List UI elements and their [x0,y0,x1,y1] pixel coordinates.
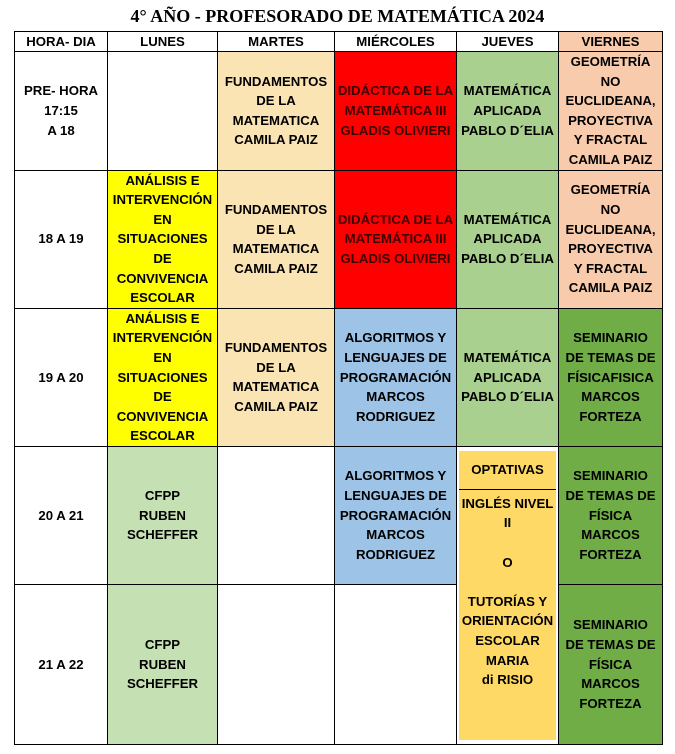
cell-line: MARCOS [581,389,640,405]
cell-line: ANÁLISIS E [125,310,200,326]
miercoles-cell [335,170,457,308]
cell-line: NO [600,201,621,217]
hora-cell [15,308,108,446]
cell-line: APLICADA [473,369,542,385]
header-hora: HORA- DIA [15,32,108,52]
cell-line: PABLO D´ELIA [461,250,554,266]
cell-line: MARCOS [581,527,640,543]
blank-line [459,572,556,592]
cell-line: RODRIGUEZ [355,408,436,424]
cell-line: 17:15 [44,102,78,118]
cell-line: DE LA [256,359,296,375]
cell-line: EUCLIDEANA, [565,93,656,109]
cell-line: Y FRACTAL [573,132,648,148]
cell-line: PABLO D´ELIA [461,389,554,405]
cell-line: DE TEMAS DE [565,349,656,365]
optativas-body [459,490,556,740]
jueves-cell [457,308,559,446]
cell-line: SEMINARIO [573,617,648,633]
cell-line: DIDÁCTICA DE LA [337,211,454,227]
cell-line: PRE- HORA [24,83,98,99]
cell-line: SEMINARIO [573,468,648,484]
cell-line: DIDÁCTICA DE LA [337,83,454,99]
cell-line: FÍSICA [588,656,633,672]
jueves-cell [457,170,559,308]
cell-line: PROYECTIVA [568,241,653,257]
cell-line: LENGUAJES DE [344,487,447,503]
cell-line: CFPP [144,636,181,652]
martes-cell [218,446,335,584]
cell-line: CAMILA PAIZ [234,132,318,148]
miercoles-cell [335,52,457,171]
cell-line: APLICADA [473,231,542,247]
lunes-cell [108,584,218,744]
table-row [15,308,663,446]
hora-cell [15,584,108,744]
cell-line: ALGORITMOS Y [344,468,447,484]
header-miercoles: MIÉRCOLES [335,32,457,52]
table-row [15,584,663,744]
martes-cell [218,308,335,446]
cell-line: DE TEMAS DE [565,636,656,652]
cell-line: FUNDAMENTOS [224,73,328,89]
cell-line: CAMILA PAIZ [234,260,318,276]
cell-line: GLADIS OLIVIERI [340,250,451,266]
hora-cell [15,446,108,584]
cell-line: CAMILA PAIZ [568,151,653,167]
header-row [15,32,663,52]
cell-line: 20 A 21 [38,507,84,523]
cell-line: ALGORITMOS Y [344,330,447,346]
header-martes: MARTES [218,32,335,52]
cell-line: DE [153,389,172,405]
martes-cell [218,584,335,744]
cell-line: MATEMÁTICA III [344,231,447,247]
miercoles-cell [335,584,457,744]
cell-line: Y FRACTAL [573,260,648,276]
cell-line: APLICADA [473,102,542,118]
cell-line: INGLÉS NIVEL [461,495,554,511]
cell-line: ESCOLAR [130,290,195,306]
page-title: 4° AÑO - PROFESORADO DE MATEMÁTICA 2024 [130,6,545,26]
header-lunes: LUNES [108,32,218,52]
cell-line: FORTEZA [579,408,642,424]
cell-line: DE TEMAS DE [565,487,656,503]
cell-line: PROGRAMACIÓN [339,507,452,523]
cell-line: PABLO D´ELIA [461,122,554,138]
jueves-cell [457,52,559,171]
cell-line: MARCOS [366,527,425,543]
cell-line: OPTATIVAS [471,462,544,478]
cell-line: RUBEN [139,507,186,523]
cell-line: FÍSICAFISICA [567,369,654,385]
cell-line: di RISIO [481,672,534,688]
cell-line: DE LA [256,221,296,237]
cell-line: ESCOLAR [475,633,540,649]
schedule-table [14,31,663,745]
cell-line: MATEMATICA [232,241,320,257]
cell-line: PROYECTIVA [568,112,653,128]
cell-line: 19 A 20 [38,369,84,385]
cell-line: FUNDAMENTOS [224,340,328,356]
viernes-cell [559,308,663,446]
viernes-cell [559,52,663,171]
hora-cell [15,170,108,308]
cell-line: SEMINARIO [573,330,648,346]
cell-line: EN [153,349,172,365]
cell-line: MATEMATICA [232,379,320,395]
cell-line: ESCOLAR [130,428,195,444]
miercoles-cell [335,446,457,584]
cell-line: INTERVENCIÓN [112,330,213,346]
cell-line: SITUACIONES [117,231,208,247]
cell-line: DE [153,250,172,266]
viernes-cell [559,446,663,584]
cell-line: O [502,554,513,570]
header-jueves: JUEVES [457,32,559,52]
lunes-cell [108,446,218,584]
cell-line: 21 A 22 [38,656,84,672]
jueves-optativas-cell [457,446,559,744]
cell-line: MARCOS [366,389,425,405]
cell-line: FORTEZA [579,546,642,562]
table-row [15,52,663,171]
optativas-header [459,451,556,490]
viernes-cell [559,170,663,308]
miercoles-cell [335,308,457,446]
cell-line: CAMILA PAIZ [568,280,653,296]
cell-line: MATEMÁTICA [463,349,552,365]
cell-line: GLADIS OLIVIERI [340,122,451,138]
cell-line: FORTEZA [579,695,642,711]
viernes-cell [559,584,663,744]
cell-line: CFPP [144,487,181,503]
cell-line: EN [153,211,172,227]
cell-line: 18 A 19 [38,231,84,247]
cell-line: MATEMÁTICA [463,83,552,99]
cell-line: ORIENTACIÓN [461,613,554,629]
cell-line: TUTORÍAS Y [467,593,548,609]
cell-line: II [503,515,512,531]
table-row [15,170,663,308]
cell-line: EUCLIDEANA, [565,221,656,237]
martes-cell [218,170,335,308]
hora-cell [15,52,108,171]
cell-line: CONVIVENCIA [116,408,209,424]
lunes-cell [108,308,218,446]
cell-line: FÍSICA [588,507,633,523]
cell-line: MARIA [485,652,530,668]
cell-line: GEOMETRÍA [570,54,651,69]
cell-line: DE LA [256,93,296,109]
cell-line: NO [600,73,621,89]
cell-line: RUBEN [139,656,186,672]
header-viernes: VIERNES [559,32,663,52]
cell-line: CONVIVENCIA [116,270,209,286]
cell-line: MATEMÁTICA III [344,102,447,118]
cell-line: RODRIGUEZ [355,546,436,562]
martes-cell [218,52,335,171]
cell-line: SCHEFFER [126,676,199,692]
cell-line: A 18 [47,122,75,138]
cell-line: SITUACIONES [117,369,208,385]
lunes-cell [108,52,218,171]
table-row [15,446,663,584]
cell-line: MATEMATICA [232,112,320,128]
cell-line: INTERVENCIÓN [112,192,213,208]
lunes-cell [108,170,218,308]
cell-line: SCHEFFER [126,527,199,543]
cell-line: CAMILA PAIZ [234,398,318,414]
blank-line [459,533,556,553]
cell-line: LENGUAJES DE [344,349,447,365]
cell-line: MATEMÁTICA [463,211,552,227]
cell-line: GEOMETRÍA [570,182,651,198]
cell-line: MARCOS [581,676,640,692]
cell-line: PROGRAMACIÓN [339,369,452,385]
cell-line: ANÁLISIS E [125,172,200,188]
cell-line: FUNDAMENTOS [224,201,328,217]
